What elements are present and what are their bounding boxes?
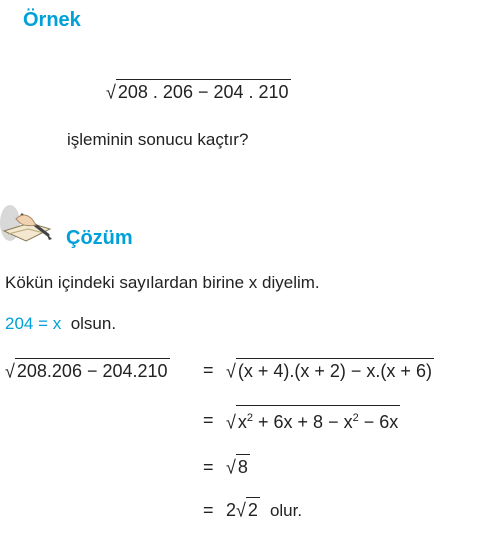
pencil-writing-icon [0, 201, 60, 247]
solution-title: Çözüm [66, 227, 133, 249]
example-radicand: 208 . 206 − 204 . 210 [116, 79, 291, 103]
step4-tail: olur. [269, 501, 303, 520]
equals-1: = [203, 360, 214, 380]
assignment-colored: 204 = x [5, 314, 62, 333]
assignment-rest: olsun. [70, 314, 117, 333]
assignment-line [5, 314, 116, 334]
step2-expression: √ $x^2 + 6x + 8 - x^2 - 6x$ [226, 405, 400, 433]
equals-2: = [203, 410, 214, 430]
step3-expression: √ 8 [226, 454, 250, 478]
example-expression [106, 79, 291, 103]
equals-3: = [203, 457, 214, 477]
example-question: işleminin sonucu kaçtır? [67, 130, 249, 149]
lhs-radicand: 208.206 − 204.210 [15, 358, 170, 382]
step4-coefficient: 2 [226, 500, 237, 520]
lhs-expression: √ 208.206 − 204.210 [5, 358, 170, 382]
example-title: Örnek [23, 9, 81, 31]
step1-expression: √ (x + 4).(x + 2) − x.(x + 6) [226, 358, 434, 382]
step1-radicand: (x + 4).(x + 2) − x.(x + 6) [236, 358, 434, 382]
step4-expression: 2√ 2 olur. [226, 497, 302, 521]
equals-4: = [203, 500, 214, 520]
solution-intro: Kökün içindeki sayılardan birine x diyelim. [5, 273, 320, 292]
radical: √ 208 . 206 − 204 . 210 [106, 79, 291, 103]
